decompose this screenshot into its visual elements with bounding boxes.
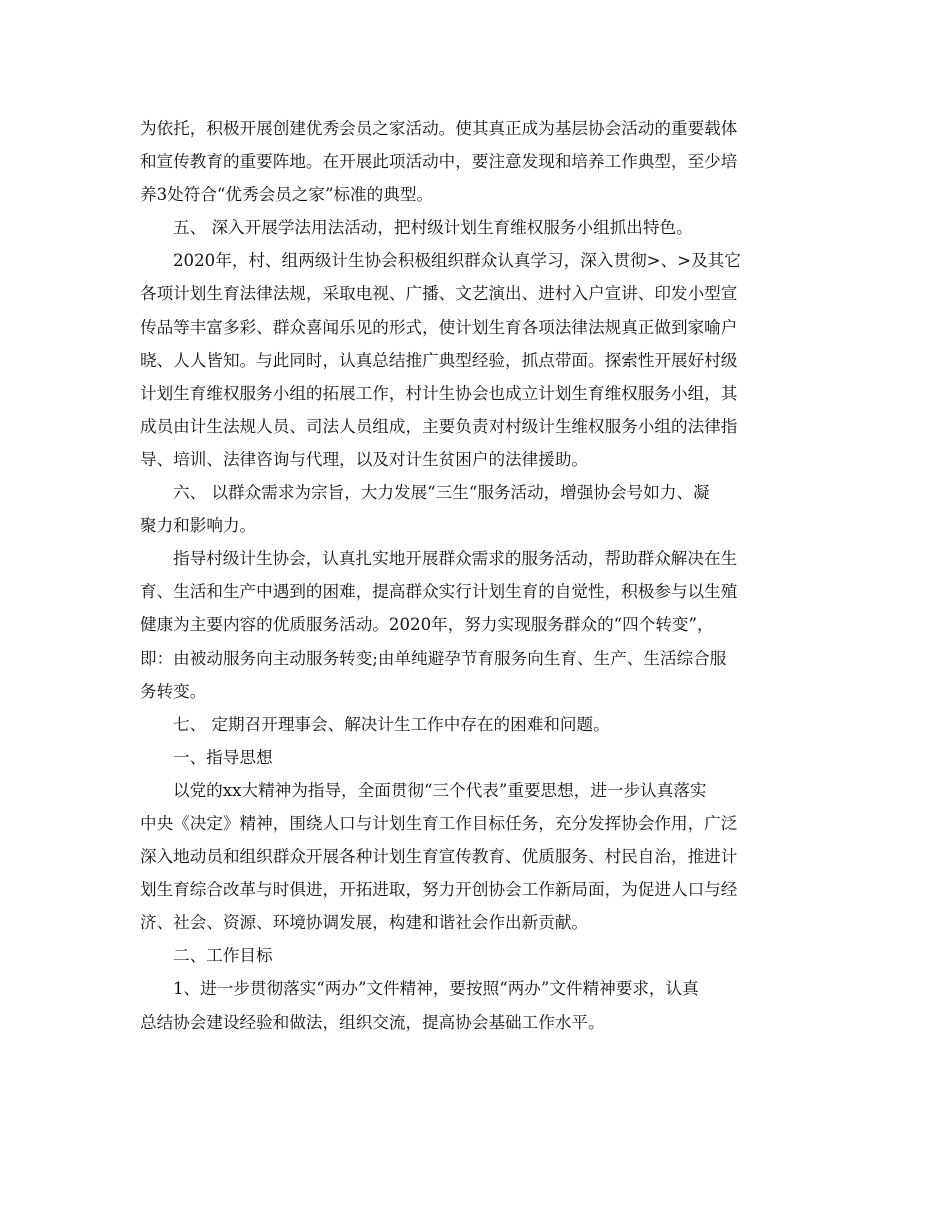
text-line: 养3处符合“优秀会员之家”标准的典型。 xyxy=(140,185,434,205)
text-line: 划生育综合改革与时俱进，开拓进取，努力开创协会工作新局面，为促进人口与经 xyxy=(140,880,738,900)
text-line: 务转变。 xyxy=(140,681,207,701)
text-line: 七、 定期召开理事会、解决计生工作中存在的困难和问题。 xyxy=(173,714,610,734)
text-line: 中央《决定》精神，围绕人口与计划生育工作目标任务，充分发挥协会作用，广泛 xyxy=(140,813,738,833)
text-line: 六、 以群众需求为宗旨，大力发展“三生“服务活动，增强协会号如力、凝 xyxy=(173,483,710,503)
text-line: 导、培训、法律咨询与代理，以及对计生贫困户的法律援助。 xyxy=(140,449,589,469)
text-line: 聚力和影响力。 xyxy=(140,516,257,536)
text-line: 一、指导思想 xyxy=(173,747,273,767)
text-line: 1、进一步贯彻落实“两办”文件精神，要按照“两办”文件精神要求，认真 xyxy=(173,979,699,999)
text-line: 即：由被动服务向主动服务转变;由单纯避孕节育服务向生育、生产、生活综合服 xyxy=(140,648,727,668)
text-line: 济、社会、资源、环境协调发展，构建和谐社会作出新贡献。 xyxy=(140,913,589,933)
text-line: 2020年，村、组两级计生协会积极组织群众认真学习，深入贯彻>、>及其它 xyxy=(173,251,741,271)
text-line: 晓、人人皆知。与此同时，认真总结推广典型经验，抓点带面。探索性开展好村级 xyxy=(140,350,738,370)
text-line: 二、工作目标 xyxy=(173,946,273,966)
document-body xyxy=(140,112,812,1039)
text-line: 深入地动员和组织群众开展各种计划生育宣传教育、优质服务、村民自治，推进计 xyxy=(140,847,738,867)
text-line: 育、生活和生产中遇到的困难，提高群众实行计划生育的自觉性，积极参与以生殖 xyxy=(140,582,738,602)
text-line: 健康为主要内容的优质服务活动。2020年，努力实现服务群众的“四个转变”， xyxy=(140,615,714,635)
text-line: 成员由计生法规人员、司法人员组成，主要负责对村级计生维权服务小组的法律指 xyxy=(140,416,738,436)
text-line: 各项计划生育法律法规，采取电视、广播、文艺演出、进村入户宣讲、印发小型宣 xyxy=(140,284,738,304)
text-line: 五、 深入开展学法用法活动，把村级计划生育维权服务小组抓出特色。 xyxy=(173,218,693,238)
text-line: 总结协会建设经验和做法，组织交流，提高协会基础工作水平。 xyxy=(140,1012,605,1032)
text-line: 以党的xx大精神为指导，全面贯彻“三个代表”重要思想，进一步认真落实 xyxy=(173,780,707,800)
text-line: 传品等丰富多彩、群众喜闻乐见的形式，使计划生育各项法律法规真正做到家喻户 xyxy=(140,317,738,337)
text-line: 为依托，积极开展创建优秀会员之家活动。使其真正成为基层协会活动的重要载体 xyxy=(140,119,738,138)
text-line: 计划生育维权服务小组的拓展工作，村计生协会也成立计划生育维权服务小组，其 xyxy=(140,383,738,403)
text-line: 和宣传教育的重要阵地。在开展此项活动中，要注意发现和培养工作典型，至少培 xyxy=(140,152,738,172)
text-line: 指导村级计生协会，认真扎实地开展群众需求的服务活动，帮助群众解决在生 xyxy=(173,549,738,569)
